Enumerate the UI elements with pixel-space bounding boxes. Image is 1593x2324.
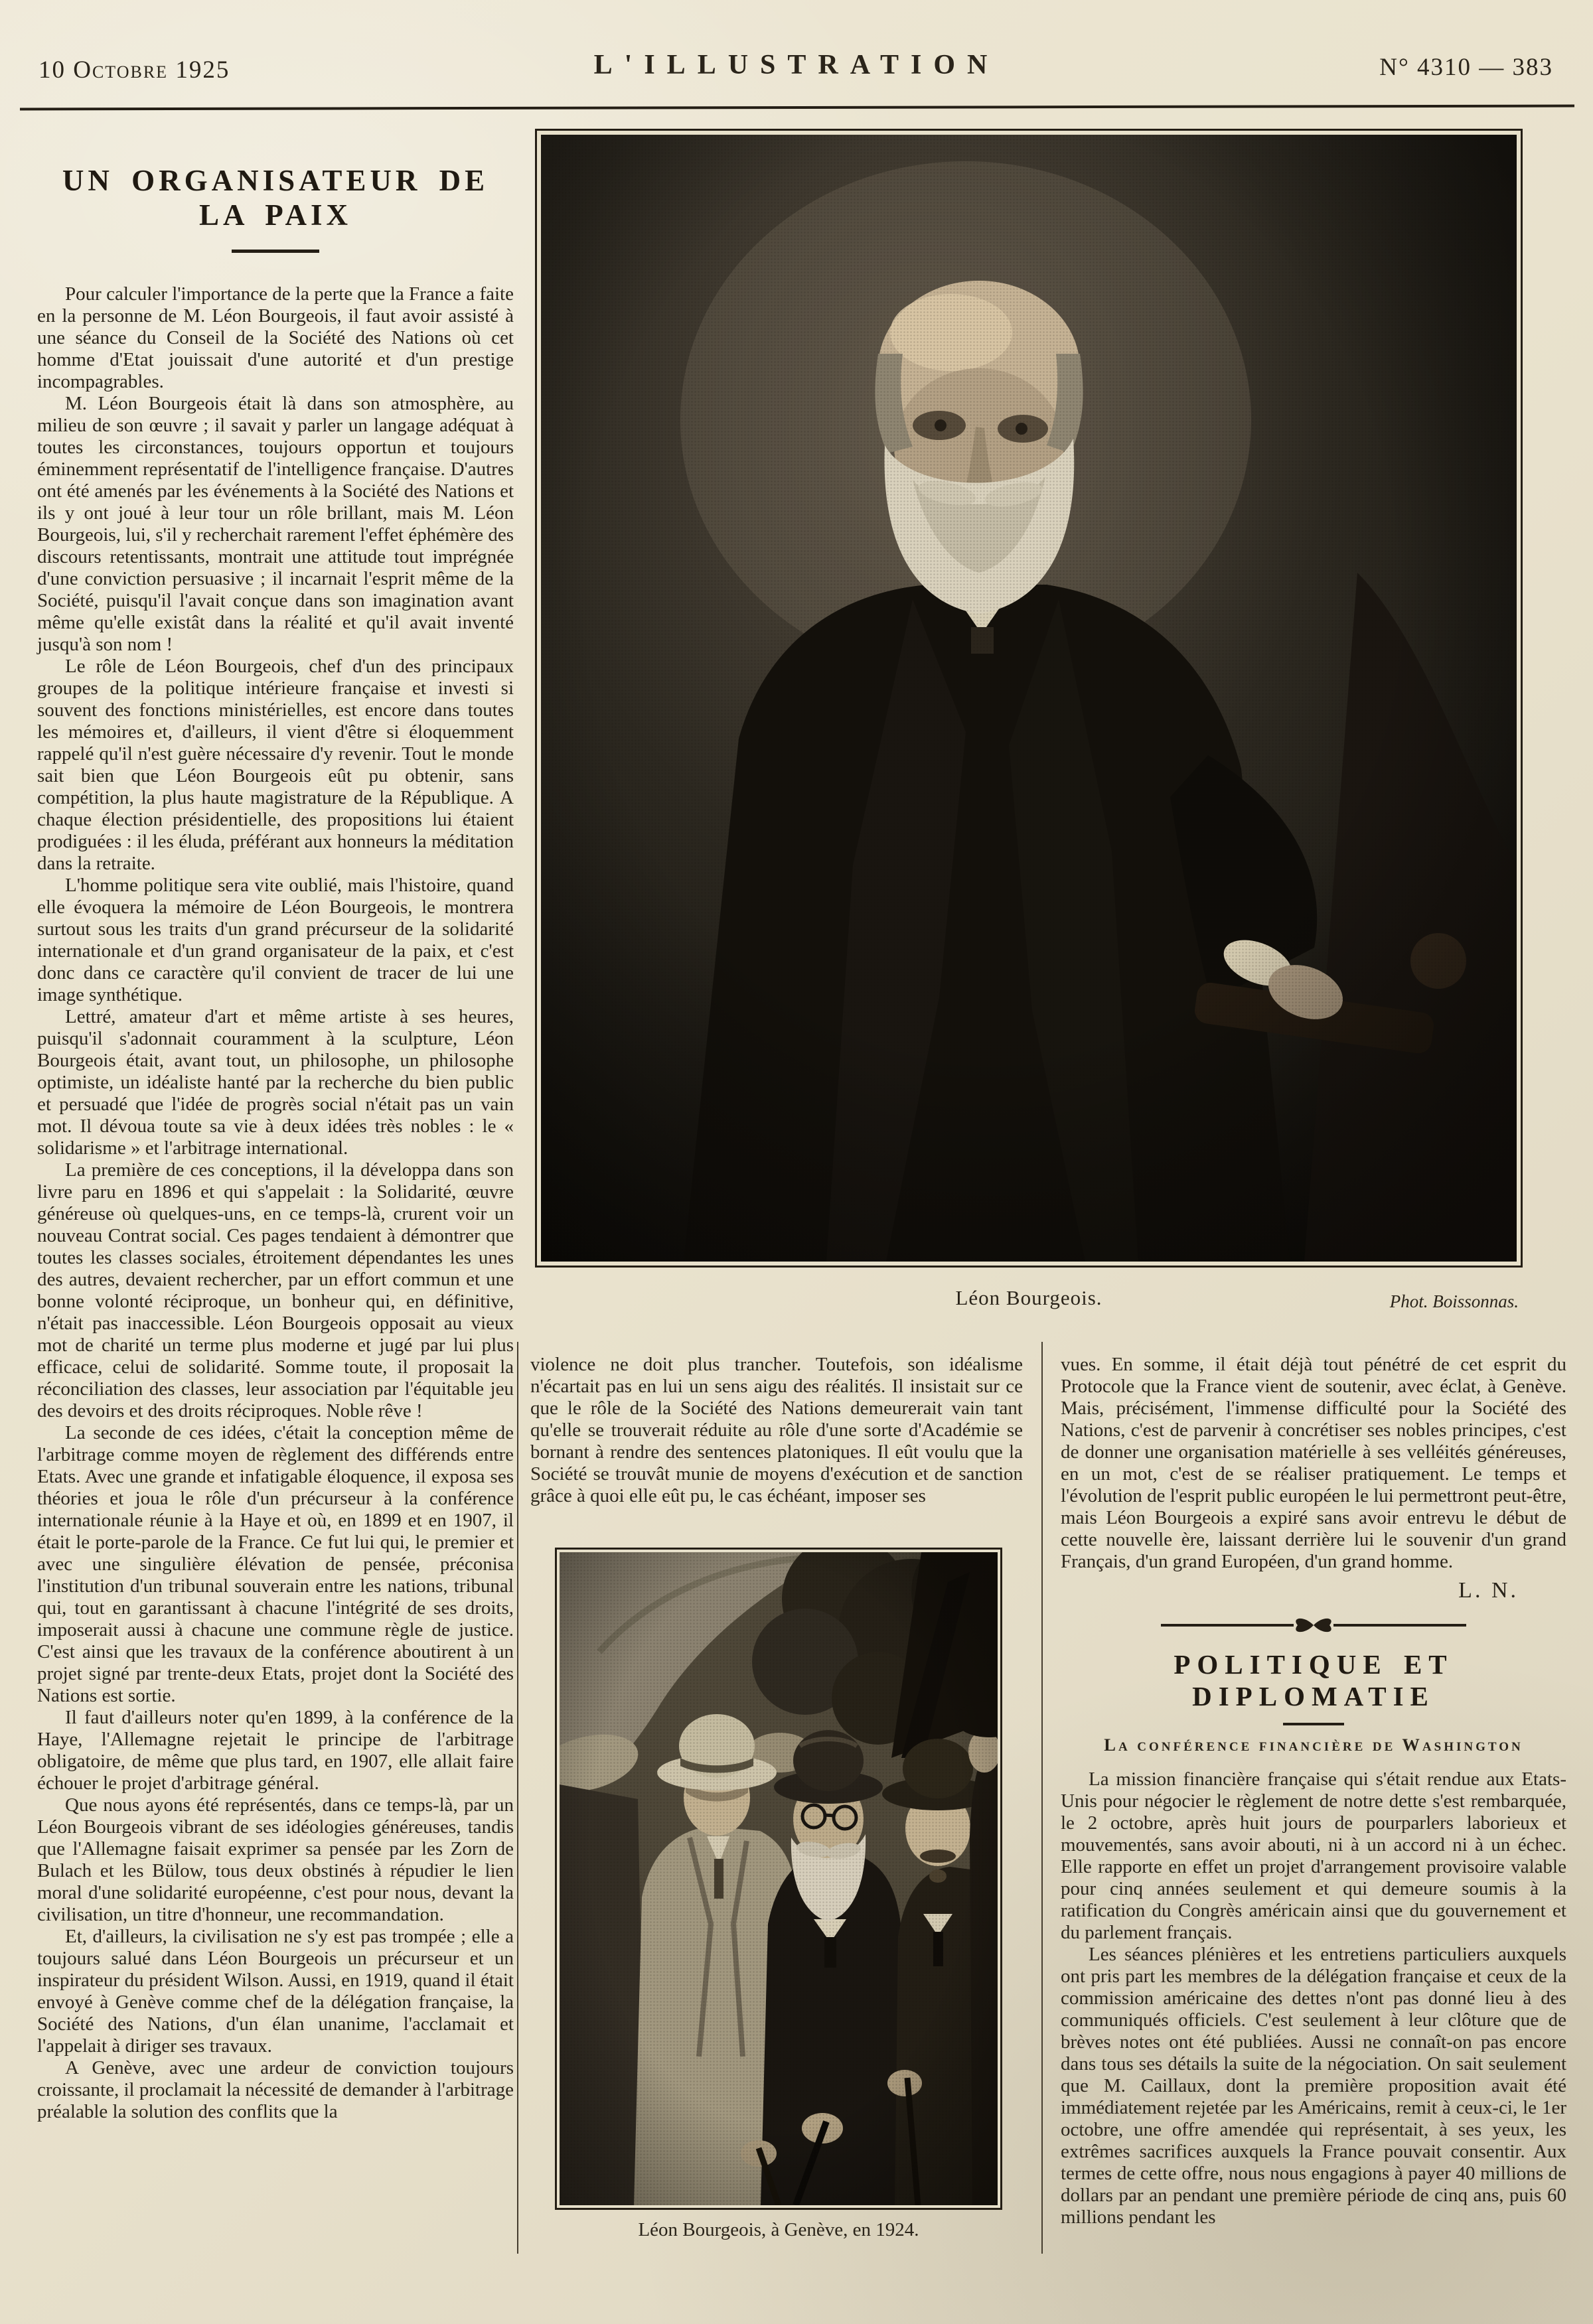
left-column bbox=[37, 163, 514, 2123]
column-rule-right bbox=[1041, 1342, 1043, 2254]
column-rule-left bbox=[517, 1342, 518, 2254]
section-heading-rule bbox=[1283, 1723, 1344, 1725]
portrait-photo-frame bbox=[535, 129, 1523, 1268]
article-paragraph: Il faut d'ailleurs noter qu'en 1899, à la conférence de la Haye, l'Allemagne rejetait le principe de l'arbitrage obligatoire, de même que plus tard, en 1907, elle allait faire échouer le projet d'arbitrage général. bbox=[37, 1707, 514, 1794]
section-paragraph: Les séances plénières et les entretiens particuliers auxquels ont pris part les membres de la délégation française et ceux de la commission américaine des dettes n'ont pas donné lieu à des communiqués officiels. C'est seulement à leur clôture que de brèves notes ont été publiées. Aussi ne connaît-on pas encore dans tous ses détails la suite de la négociation. On sait seulement que M. Caillaux, dont la première proposition avait été immédiatement rejetée par les Américains, remit à ceux-ci, le 1er octobre, une offre amendée qui représentait, à ses yeux, les extrêmes sacrifices auxquels la France pouvait consentir. Aux termes de cette offre, nous nous engagions à payer 40 millions de dollars par an pendant une première période de cinq ans, puis 60 millions pendant les bbox=[1061, 1944, 1566, 2228]
divider-ornament-icon bbox=[1161, 1615, 1466, 1635]
header-date: 10 Octobre 1925 bbox=[38, 56, 230, 84]
right-column bbox=[1061, 1354, 1566, 2228]
article-paragraph: M. Léon Bourgeois était là dans son atmosphère, au milieu de son œuvre ; il savait y parler un langage adéquat à toutes les circonstances, toujours opportun et toujours éminemment représentatif de l'intelligence française. D'autres ont été amenés par les événements à la Société des Nations et ils y ont joué à leur tour un rôle brillant, mais M. Léon Bourgeois, lui, s'il y recherchait rarement l'effet éphémère des discours retentissants, montrait une attitude tout imprégnée d'une conviction persuasive ; il incarnait l'esprit même de la Société, puisqu'il l'avait conçue dans son imagination avant même qu'elle existât dans la réalité et qu'il avait inventé jusqu'à son nom ! bbox=[37, 393, 514, 655]
issue-number: N° 4310 — 383 bbox=[1379, 54, 1553, 81]
title-rule bbox=[232, 250, 319, 253]
article-paragraph: La seconde de ces idées, c'était la conception même de l'arbitrage comme moyen de règlement des différends entre Etats. Avec une grande et infatigable éloquence, il exposa ses théories et joua le rôle d'un précurseur à la conférence internationale réunie à la Haye et où, en 1899 et en 1907, il était le porte-parole de la France. Ce fut lui qui, le premier et avec une singulière élévation de pensée, préconisa l'institution d'un tribunal souverain entre les nations, tribunal qui, tout en garantissant à chacune l'intégrité de ses droits, imposerait aussi à chacune une commune règle de justice. C'est ainsi que les travaux de la conférence aboutirent à un projet signé par trente-deux Etats, projet dont la Société des Nations est sortie. bbox=[37, 1422, 514, 1706]
article-paragraph: A Genève, avec une ardeur de conviction toujours croissante, il proclamait la nécessité de demander à l'arbitrage préalable la solution des conflits que la bbox=[37, 2057, 514, 2122]
group-photo bbox=[560, 1552, 998, 2205]
section-subheading: La conférence financière de Washington bbox=[1104, 1735, 1523, 1755]
section-heading: POLITIQUE ET DIPLOMATIE bbox=[1174, 1649, 1454, 1711]
group-photo-frame bbox=[555, 1548, 1002, 2210]
article-paragraph: Que nous ayons été représentés, dans ce temps-là, par un Léon Bourgeois vibrant de ses idéologies généreuses, tandis que l'Allemagne faisait exprimer sa pensée par les Zorn de Bulach et les Bülow, tous deux obstinés à répudier le lien moral d'une solidarité européenne, c'est pour nous, devant la civilisation, un titre d'honneur, une recommandation. bbox=[37, 1794, 514, 1925]
header-rule bbox=[20, 105, 1574, 111]
group-photo-illustration bbox=[560, 1552, 998, 2205]
portrait-photo bbox=[541, 135, 1517, 1262]
article-paragraph-continuation: vues. En somme, il était déjà tout pénétré de cet esprit du Protocole que la France vient de soutenir, avec éclat, à Genève. Mais, précisément, l'immense difficulté pour la Société des Nations, c'est de parvenir à concrétiser ses nobles principes, c'est de donner une organisation matérielle à ses velléités généreuses, en un mot, c'est de se réaliser pratiquement. Le temps et l'évolution de l'esprit public européen le lui permettront peut-être, mais Léon Bourgeois a expiré sans avoir entrevu le début de cette nouvelle ère, laissant derrière lui le souvenir d'un grand Français, d'un grand Européen, d'un grand homme. bbox=[1061, 1354, 1566, 1572]
portrait-caption: Léon Bourgeois. bbox=[955, 1286, 1102, 1309]
masthead-title: L'ILLUSTRATION bbox=[593, 50, 1000, 80]
article-paragraph: Lettré, amateur d'art et même artiste à ses heures, puisqu'il s'adonnait couramment à la sculpture, Léon Bourgeois était, avant tout, un philosophe, un philosophe optimiste, un idéaliste hanté par la recherche du bien public et persuadé que l'idée de progrès social n'était pas un vain mot. Il dévoua toute sa vie à deux idées très nobles : le « solidarisme » et l'arbitrage international. bbox=[37, 1006, 514, 1159]
article-paragraph: La première de ces conceptions, il la développa dans son livre paru en 1896 et qui s'appelait : la Solidarité, œuvre généreuse où quelques-uns, en ce temps-là, crurent voir un nouveau Contrat social. Ces pages tendaient à démontrer que toutes les classes sociales, étroitement dépendantes les unes des autres, devaient rechercher, par un effort commun et une bonne volonté réciproque, un bonheur qui, en définitive, n'était pas inaccessible. Léon Bourgeois opposait au vieux mot de charité un terme plus moderne et jugé par lui plus efficace, celui de solidarité. Somme toute, il proposait la réconciliation des classes, leur association par l'équitable jeu des devoirs et des droits réciproques. Noble rêve ! bbox=[37, 1159, 514, 1421]
article-paragraph: L'homme politique sera vite oublié, mais l'histoire, quand elle évoquera la mémoire de Léon Bourgeois, le montrera surtout sous les traits d'un grand précurseur de la solidarité internationale et d'un grand organisateur de la paix, et c'est donc dans ce caractère qu'il convient de tracer de lui une image synthétique. bbox=[37, 875, 514, 1005]
article-paragraph: Le rôle de Léon Bourgeois, chef d'un des principaux groupes de la politique intérieure française et investi si souvent des fonctions ministérielles, est encore dans toutes les mémoires et, d'ailleurs, il vient d'être si éloquemment rappelé qu'il n'est guère nécessaire d'y revenir. Tout le monde sait bien que Léon Bourgeois eût pu obtenir, sans compétition, la plus haute magistrature de la République. A chaque élection présidentielle, des propositions lui étaient prodiguées : il les éluda, préférant aux honneurs la méditation dans la retraite. bbox=[37, 656, 514, 874]
article-paragraph: Et, d'ailleurs, la civilisation ne s'y est pas trompée ; elle a toujours salué dans Léon Bourgeois un précurseur et un inspirateur du président Wilson. Aussi, en 1919, quand il était envoyé à Genève comme chef de la délégation française, la Société des Nations, d'un élan unanime, l'acclamait et l'appelait à diriger ses travaux. bbox=[37, 1926, 514, 2057]
portrait-photo-illustration bbox=[541, 135, 1517, 1262]
group-photo-caption: Léon Bourgeois, à Genève, en 1924. bbox=[638, 2219, 919, 2240]
author-signature: L. N. bbox=[1458, 1578, 1519, 1603]
section-paragraph: La mission financière française qui s'était rendue aux Etats-Unis pour négocier le règlement de notre dette s'est rembarquée, le 2 octobre, après huit jours de pourparlers laborieux et mouvementés, sans avoir abouti, ni à un accord ni à un échec. Elle rapporte en effet un projet d'arrangement provisoire valable pour cinq années seulement et qui demeure soumis à la ratification du Congrès américain ainsi que du gouvernement et du parlement français. bbox=[1061, 1769, 1566, 1943]
article-paragraph: Pour calculer l'importance de la perte que la France a faite en la personne de M. Léon Bourgeois, il faut avoir assisté à une séance du Conseil de la Société des Nations où cet homme d'Etat jouissait d'une autorité et d'un prestige incompagrables. bbox=[37, 283, 514, 392]
section-divider bbox=[1061, 1615, 1566, 1635]
article-paragraph-continuation: violence ne doit plus trancher. Toutefois, son idéalisme n'écartait pas en lui un sens aigu des réalités. Il insistait sur ce que le rôle de la Société des Nations demeurerait vain tant qu'elle se trouverait réduite au rôle d'une sorte d'Académie se bornant à rendre des sentences platoniques. Il eût voulu que la Société se trouvât munie de moyens d'exécution et de sanction grâce à quoi elle eût pu, le cas échéant, imposer ses bbox=[530, 1354, 1023, 1506]
middle-column bbox=[530, 1354, 1023, 1507]
article-title: UN ORGANISATEUR DE LA PAIX bbox=[62, 164, 489, 232]
portrait-photo-credit: Phot. Boissonnas. bbox=[1389, 1291, 1519, 1311]
